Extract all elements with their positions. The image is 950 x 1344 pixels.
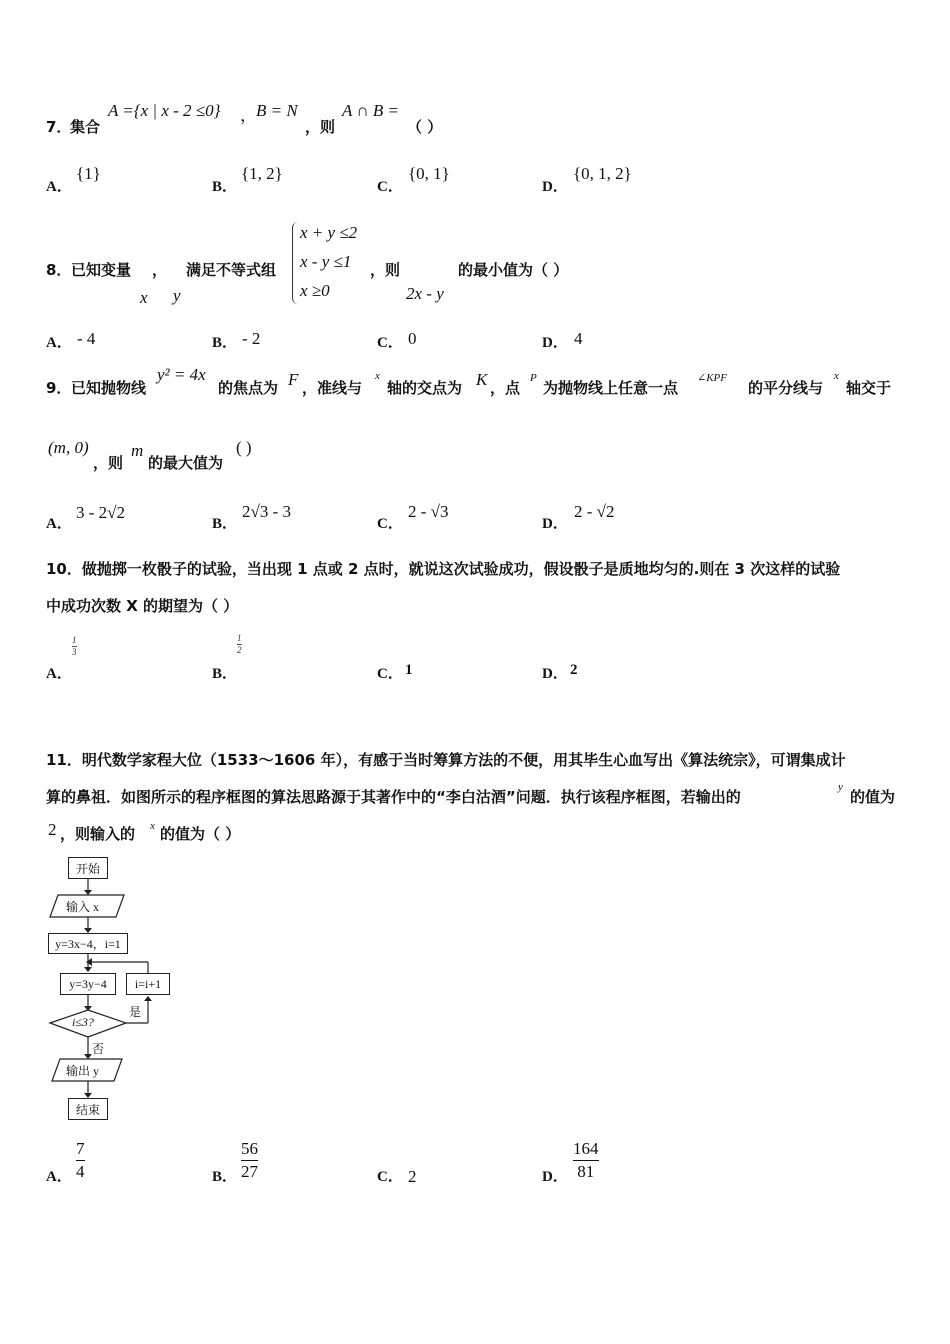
q9-p: P	[530, 372, 537, 384]
q11-option-d-num: 164	[573, 1139, 599, 1158]
q9-x-2: x	[834, 370, 839, 382]
q11-option-c-value: 2	[408, 1167, 417, 1186]
q10-option-a-den: 3	[72, 647, 77, 657]
q7-option-b-value: {1, 2}	[241, 164, 283, 183]
q9-text-5: ，点	[490, 379, 521, 397]
q8-option-c-value: 0	[408, 329, 417, 348]
q7-option-d-value: {0, 1, 2}	[573, 164, 632, 183]
q7-option-c-label: C．	[377, 179, 403, 195]
q11-x: x	[150, 820, 155, 832]
q8-then: ，则	[370, 261, 401, 279]
q7-then: ，则	[305, 118, 336, 136]
q9-angle: ∠KPF	[697, 372, 727, 384]
q11-y: y	[838, 781, 843, 793]
q8-option-a-label: A．	[46, 335, 72, 351]
q7-number: 7．	[46, 118, 72, 136]
q8-option-b-value: - 2	[242, 329, 261, 348]
q7-set-b: B = N	[256, 101, 298, 120]
q8-var-x: x	[140, 288, 148, 307]
q7-expr: A ∩ B =	[342, 101, 399, 120]
q9-number: 9．	[46, 379, 72, 397]
flowchart-start: 开始	[68, 857, 108, 879]
flowchart-condition: i≤3?	[72, 1015, 94, 1029]
q11-line-2b: 的值为	[850, 788, 896, 806]
q11-option-b-fraction	[241, 1140, 258, 1181]
q9-text-2: 的焦点为	[218, 379, 279, 397]
q8-expr: 2x - y	[406, 284, 444, 303]
q7-option-a-value: {1}	[76, 164, 101, 183]
q7-set-a: A ={x | x - 2 ≤0}	[108, 101, 221, 120]
q11-option-b-label: B．	[212, 1169, 238, 1185]
flowchart-update-y: y=3y−4	[60, 973, 116, 995]
q9-option-b-label: B．	[212, 516, 238, 532]
q11-option-a-label: A．	[46, 1169, 72, 1185]
q11-two: 2	[48, 820, 57, 839]
q9-text-3: ，准线与	[302, 379, 363, 397]
q7-text: 集合	[70, 118, 101, 136]
q10-option-b-den: 2	[237, 645, 242, 655]
q10-option-a-label: A．	[46, 666, 72, 682]
q9-text-8: 轴交于	[846, 379, 892, 397]
q9-f: F	[288, 370, 299, 389]
q8-number: 8．	[46, 261, 72, 279]
q8-var-y: y	[173, 286, 181, 305]
q8-comma: ，	[152, 261, 168, 279]
q9-point: (m, 0)	[48, 438, 89, 457]
q11-option-b-num: 56	[241, 1139, 258, 1158]
q10-line-2: 中成功次数 X 的期望为（ ）	[46, 597, 239, 615]
q8-option-d-label: D．	[542, 335, 568, 351]
q9-option-c-value: 2 - √3	[408, 502, 449, 521]
flowchart-init: y=3x−4，i=1	[48, 933, 128, 954]
q10-option-b-num: 1	[237, 633, 242, 643]
q11-option-d-label: D．	[542, 1169, 568, 1185]
q9-option-d-label: D．	[542, 516, 568, 532]
q9-option-a-label: A．	[46, 516, 72, 532]
q8-ineq-3: x ≥0	[300, 281, 330, 300]
q7-option-d-label: D．	[542, 179, 568, 195]
q7-sep: ，	[240, 106, 257, 125]
q9-m: m	[131, 441, 144, 460]
q7-option-c-value: {0, 1}	[408, 164, 450, 183]
q8-ineq-1: x + y ≤2	[300, 223, 358, 242]
q11-option-a-fraction	[76, 1140, 85, 1181]
q11-line-3b: 的值为（ ）	[160, 825, 241, 843]
q11-option-c-label: C．	[377, 1169, 403, 1185]
flowchart-lines	[0, 0, 240, 1130]
q9-text-4: 轴的交点为	[387, 379, 463, 397]
q8-ineq-2: x - y ≤1	[300, 252, 352, 271]
q9-option-c-label: C．	[377, 516, 403, 532]
flowchart-yes: 是	[129, 1005, 142, 1019]
flowchart-input-text: 输入 x	[66, 900, 100, 914]
flowchart-no: 否	[92, 1042, 105, 1056]
q10-option-c-label: C．	[377, 666, 403, 682]
q7-paren: （ ）	[407, 118, 443, 136]
q9-paren: ( )	[236, 438, 252, 457]
q9-text-6: 为抛物线上任意一点	[543, 379, 679, 397]
q8-option-b-label: B．	[212, 335, 238, 351]
q11-line-2a: 算的鼻祖．如图所示的程序框图的算法思路源于其著作中的“李白沽酒”问题．执行该程序框图，若输出的	[46, 788, 741, 806]
q7-option-a-label: A．	[46, 179, 72, 195]
q10-option-a-num: 1	[72, 635, 77, 645]
flowchart-output-text: 输出 y	[66, 1064, 100, 1078]
q7-option-b-label: B．	[212, 179, 238, 195]
flowchart-end: 结束	[68, 1098, 108, 1120]
q9-text-7: 的平分线与	[748, 379, 824, 397]
q11-line-1: 11．明代数学家程大位（1533～1606 年），有感于当时筹算方法的不便，用其毕生心血写出《算法统宗》，可谓集成计	[46, 751, 846, 769]
q11-option-a-den: 4	[76, 1161, 85, 1181]
q11-option-d-den: 81	[577, 1161, 595, 1181]
q9-option-d-value: 2 - √2	[574, 502, 615, 521]
q11-option-b-den: 27	[241, 1161, 258, 1181]
q10-option-d-value: 2	[570, 662, 578, 678]
q8-option-c-label: C．	[377, 335, 403, 351]
q8-text-1: 已知变量	[71, 261, 132, 279]
q8-option-a-value: - 4	[77, 329, 96, 348]
q11-line-3a: ，则输入的	[60, 825, 136, 843]
q9-option-a-value: 3 - 2√2	[76, 503, 125, 522]
q9-x-1: x	[375, 370, 380, 382]
q10-option-d-label: D．	[542, 666, 568, 682]
q10-line-1: 10．做抛掷一枚骰子的试验，当出现 1 点或 2 点时，就说这次试验成功，假设骰子是质地均匀的.则在 3 次这样的试验	[46, 560, 841, 578]
q9-text-9: ，则	[93, 454, 124, 472]
q8-option-d-value: 4	[574, 329, 583, 348]
q9-text-1: 已知抛物线	[71, 379, 147, 397]
q8-text-2: 满足不等式组	[186, 261, 277, 279]
q11-option-d-fraction	[573, 1140, 599, 1181]
q9-text-10: 的最大值为	[148, 454, 224, 472]
q9-k: K	[476, 370, 488, 389]
q10-option-c-value: 1	[405, 662, 413, 678]
q9-option-b-value: 2√3 - 3	[242, 502, 291, 521]
flowchart-update-i: i=i+1	[126, 973, 170, 995]
q9-parabola: y² = 4x	[157, 365, 206, 384]
q8-text-4: 的最小值为（ ）	[458, 261, 569, 279]
q11-option-a-num: 7	[76, 1139, 85, 1158]
q10-option-b-label: B．	[212, 666, 238, 682]
